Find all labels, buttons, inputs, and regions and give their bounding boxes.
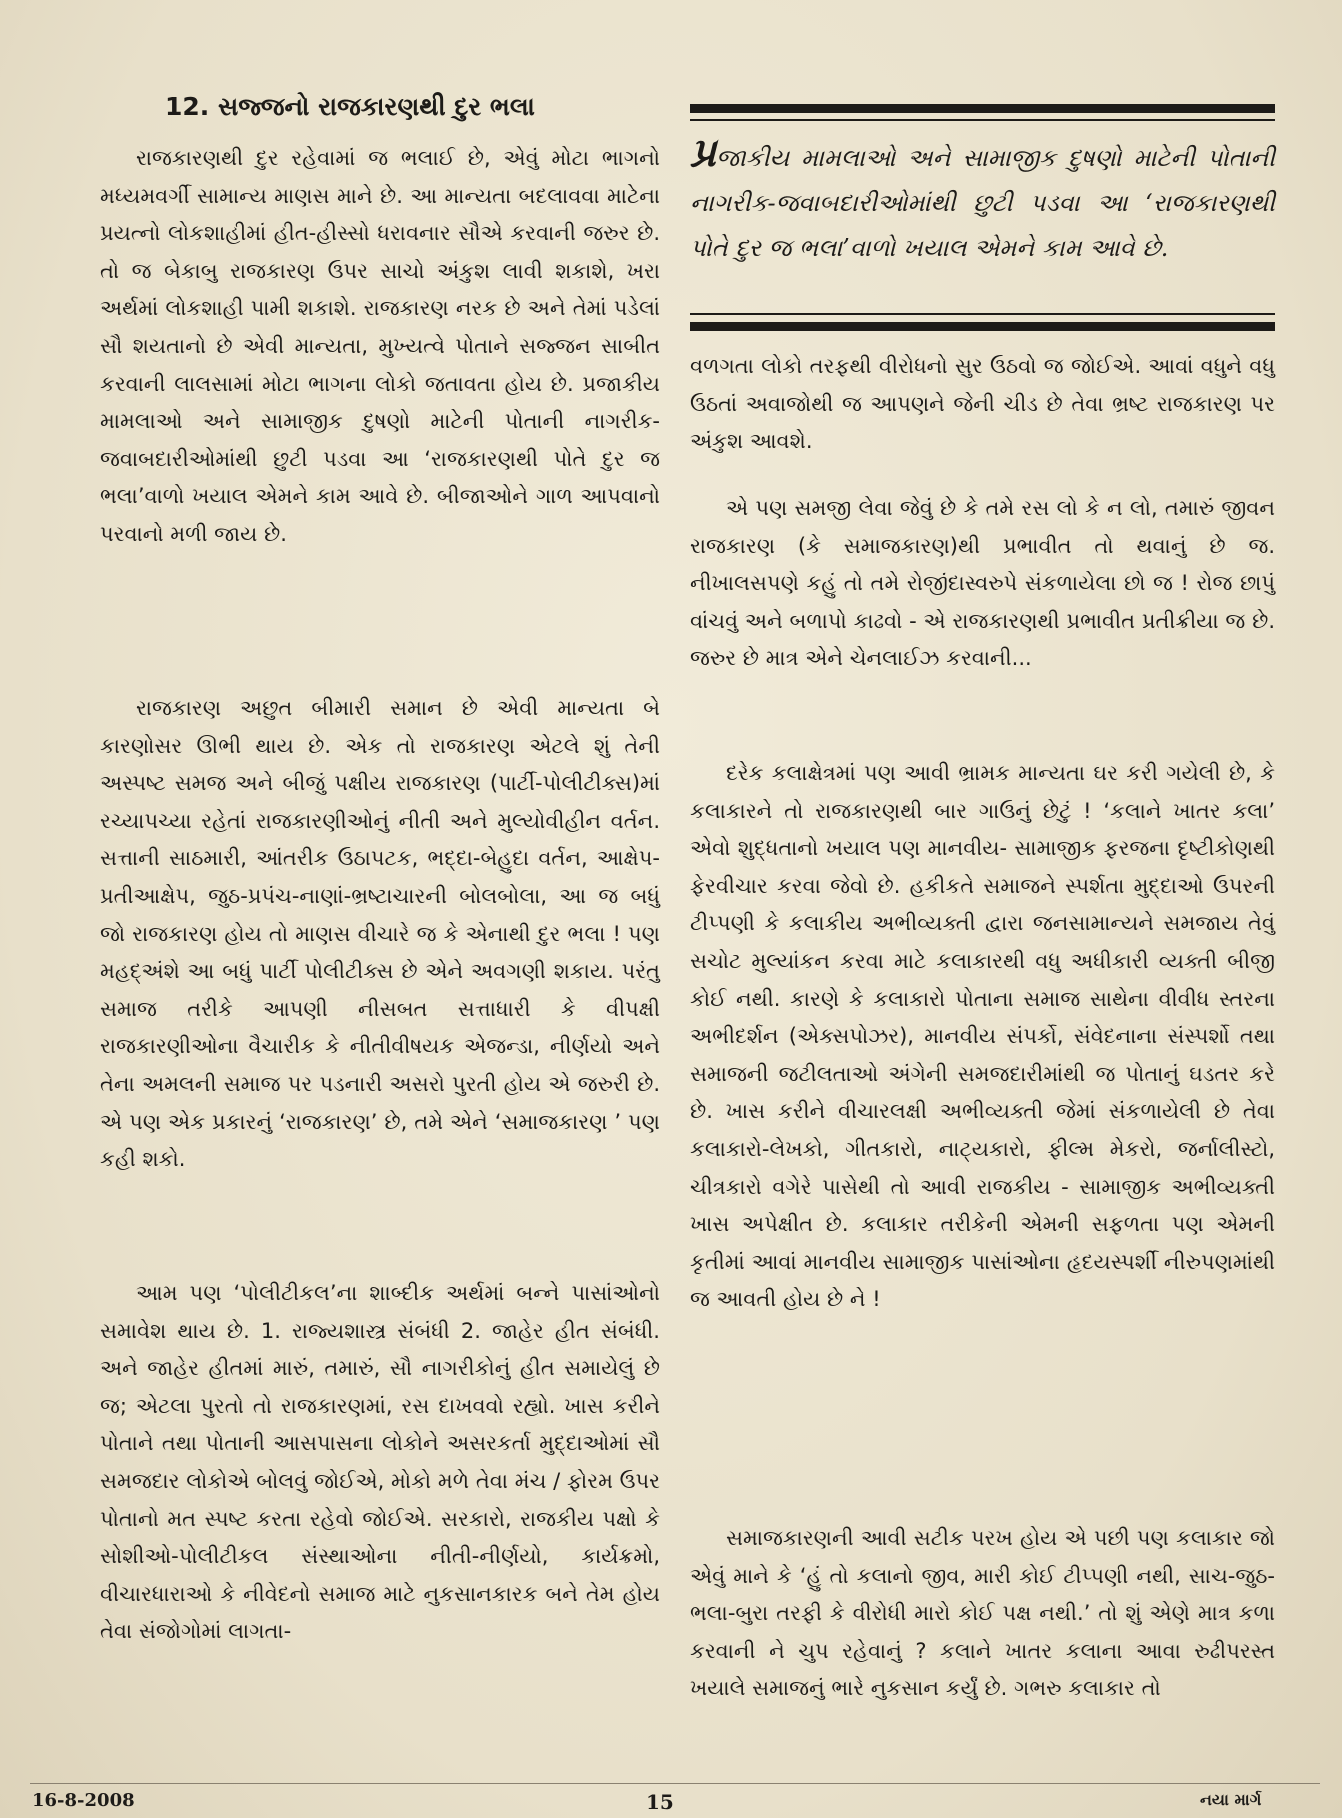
left-paragraph-1: રાજકારણથી દુર રહેવામાં જ ભલાઈ છે, એવું મોટા ભાગનો મધ્યમવર્ગી સામાન્ય માણસ માને છે. આ માન્યતા બદલાવવા માટેના પ્રયત્નો લોકશાહીમાં હીત-હીસ્સો ધરાવનાર સૌએ કરવાની જરુર છે. તો જ બેકાબુ રાજકારણ ઉપર સાચો અંકુશ લાવી શકાશે, ખરા અર્થમાં લોકશાહી પામી શકાશે. રાજકારણ નરક છે અને તેમાં પડેલાં સૌ શયતાનો છે એવી માન્યતા, મુખ્યત્વે પોતાને સજ્જન સાબીત કરવાની લાલસામાં મોટા ભાગના લોકો જતાવતા હોય છે. પ્રજાકીય મામલાઓ અને સામાજીક દુષણો માટેની પોતાની નાગરીક-જવાબદારીઓમાંથી છુટી પડવા આ ‘રાજકારણથી પોતે દુર જ ભલા’વાળો ખયાલ એમને કામ આવે છે. બીજાઓને ગાળ આપવાનો પરવાનો મળી જાય છે. xyxy=(100,146,660,546)
left-paragraph-2: રાજકારણ અછુત બીમારી સમાન છે એવી માન્યતા બે કારણોસર ઊભી થાય છે. એક તો રાજકારણ એટલે શું તેની અસ્પષ્ટ સમજ અને બીજું પક્ષીય રાજકારણ (પાર્ટી-પોલીટીક્સ)માં રચ્યાપચ્યા રહેતાં રાજકારણીઓનું નીતી અને મુલ્યોવીહીન વર્તન. સત્તાની સાઠમારી, આંતરીક ઉઠાપટક, ભદ્દા-બેહુદા વર્તન, આક્ષેપ-પ્રતીઆક્ષેપ, જુઠ-પ્રપંચ-નાણાં-ભ્રષ્ટાચારની બોલબોલા, આ જ બધું જો રાજકારણ હોય તો માણસ વીચારે જ કે એનાથી દુર ભલા ! પણ મહદ્અંશે આ બધું પાર્ટી પોલીટીક્સ છે એને અવગણી શકાય. પરંતુ સમાજ તરીકે આપણી નીસબત સત્તાધારી કે વીપક્ષી રાજકારણીઓના વૈચારીક કે નીતીવીષયક એજન્ડા, નીર્ણયો અને તેના અમલની સમાજ પર પડનારી અસરો પુરતી હોય એ જરુરી છે. એ પણ એક પ્રકારનું ‘રાજકારણ’ છે, તમે એને ‘સમાજકારણ ’ પણ કહી શકો. xyxy=(100,696,660,1172)
pull-quote-text: જાકીય મામલાઓ અને સામાજીક દુષણો માટેની પોતાની નાગરીક-જવાબદારીઓમાંથી છુટી પડવા આ ‘રાજકારણથી પોતે દુર જ ભલા’વાળો ખયાલ એમને કામ આવે છે. xyxy=(690,144,1275,262)
footer-divider xyxy=(30,1783,1320,1784)
right-paragraph-2: એ પણ સમજી લેવા જેવું છે કે તમે રસ લો કે ન લો, તમારું જીવન રાજકારણ (કે સમાજકારણ)થી પ્રભાવીત તો થવાનું છે જ. નીખાલસપણે કહું તો તમે રોજીંદાસ્વરુપે સંકળાયેલા છો જ ! રોજ છાપું વાંચવું અને બળાપો કાઢવો - એ રાજકારણથી પ્રભાવીત પ્રતીક્રીયા જ છે. જરુર છે માત્ર એને ચેનલાઈઝ કરવાની... xyxy=(690,496,1275,671)
right-paragraph-4: સમાજકારણની આવી સટીક પરખ હોય એ પછી પણ કલાકાર જો એવું માને કે ‘હું તો કલાનો જીવ, મારી કોઈ ટીપ્પણી નથી, સાચ-જુઠ-ભલા-બુરા તરફી કે વીરોધી મારો કોઈ પક્ષ નથી.’ તો શું એણે માત્ર કળા કરવાની ને ચુપ રહેવાનું ? કલાને ખાતર કલાના આવા રુઢીપરસ્ત ખયાલે સમાજનું ભારે નુકસાન કર્યું છે. ગભરુ કલાકાર તો xyxy=(690,1526,1275,1701)
footer-page-number: 15 xyxy=(646,1790,674,1814)
right-paragraph-1: વળગતા લોકો તરફથી વીરોધનો સુર ઉઠવો જ જોઈએ. આવાં વધુને વધુ ઉઠતાં અવાજોથી જ આપણને જેની ચીડ છે તેવા ભ્રષ્ટ રાજકારણ પર અંકુશ આવશે. xyxy=(690,354,1275,454)
pull-quote-drop-cap: પ્ર xyxy=(690,129,716,176)
footer-date: 16-8-2008 xyxy=(32,1790,135,1811)
right-paragraph-3: દરેક કલાક્ષેત્રમાં પણ આવી ભ્રામક માન્યતા ઘર કરી ગયેલી છે, કે કલાકારને તો રાજકારણથી બાર ગાઉનું છેટું ! ‘કલાને ખાતર કલા’ એવો શુદ્ધતાનો ખયાલ પણ માનવીય- સામાજીક ફરજના દૃષ્ટીકોણથી ફેરવીચાર કરવા જેવો છે. હકીકતે સમાજને સ્પર્શતા મુદ્દાઓ ઉપરની ટીપ્પણી કે કલાકીય અભીવ્યક્તી દ્વારા જનસામાન્યને સમજાય તેવું સચોટ મુલ્યાંકન કરવા માટે કલાકારથી વધુ અધીકારી વ્યક્તી બીજી કોઈ નથી. કારણે કે કલાકારો પોતાના સમાજ સાથેના વીવીધ સ્તરના અભીદર્શન (એક્સપોઝર), માનવીય સંપર્કો, સંવેદનાના સંસ્પર્શો તથા સમાજની જટીલતાઓ અંગેની સમજદારીમાંથી જ પોતાનું ઘડતર કરે છે. ખાસ કરીને વીચારલક્ષી અભીવ્યક્તી જેમાં સંકળાયેલી છે તેવા કલાકારો-લેખકો, ગીતકારો, નાટ્યકારો, ફીલ્મ મેકરો, જર્નાલીસ્ટો, ચીત્રકારો વગેરે પાસેથી તો આવી રાજકીય - સામાજીક અભીવ્યક્તી ખાસ અપેક્ષીત છે. કલાકાર તરીકેની એમની સફળતા પણ એમની કૃતીમાં આવાં માનવીય સામાજીક પાસાંઓના હૃદયસ્પર્શી નીરુપણમાંથી જ આવતી હોય છે ને ! xyxy=(690,761,1275,1312)
pull-quote-bottom-rule xyxy=(690,322,1275,331)
article-title: 12. સજ્જનો રાજકારણથી દુર ભલા xyxy=(165,92,535,121)
pull-quote-top-rule xyxy=(690,104,1275,113)
pull-quote-bottom-thin-rule xyxy=(690,313,1275,315)
left-paragraph-3: આમ પણ ‘પોલીટીકલ’ના શાબ્દીક અર્થમાં બન્ને પાસાંઓનો સમાવેશ થાય છે. 1. રાજ્યશાસ્ત્ર સંબંધી 2. જાહેર હીત સંબંધી. અને જાહેર હીતમાં મારું, તમારું, સૌ નાગરીકોનું હીત સમાયેલું છે જ; એટલા પુરતો તો રાજકારણમાં, રસ દાખવવો રહ્યો. ખાસ કરીને પોતાને તથા પોતાની આસપાસના લોકોને અસરકર્તા મુદ્દાઓમાં સૌ સમજદાર લોકોએ બોલવું જોઈએ, મોકો મળે તેવા મંચ / ફોરમ ઉપર પોતાનો મત સ્પષ્ટ કરતા રહેવો જોઈએ. સરકારો, રાજકીય પક્ષો કે સોશીઓ-પોલીટીકલ સંસ્થાઓના નીતી-નીર્ણયો, કાર્યક્રમો, વીચારધારાઓ કે નીવેદનો સમાજ માટે નુકસાનકારક બને તેમ હોય તેવા સંજોગોમાં લાગતા- xyxy=(100,1281,660,1644)
footer-publication-name: નયા માર્ગ xyxy=(1200,1790,1262,1809)
pull-quote-top-thin-rule xyxy=(690,119,1275,121)
pull-quote xyxy=(690,130,1275,271)
